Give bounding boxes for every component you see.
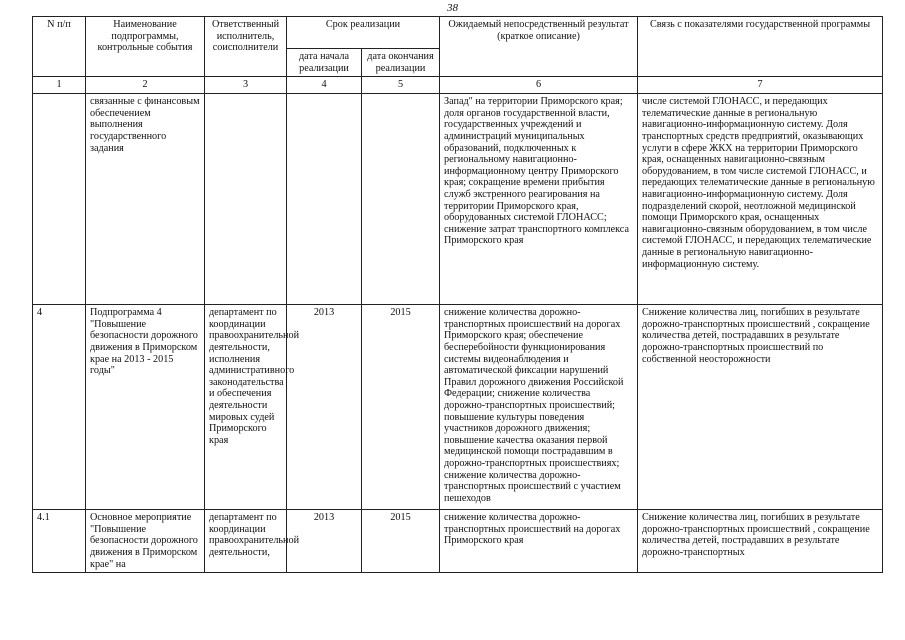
- header-name: Наименование подпрограммы, контрольные события: [86, 17, 205, 77]
- row-num: 4: [33, 305, 86, 510]
- column-number-row: [33, 77, 883, 94]
- header-period: Срок реализации: [287, 17, 440, 49]
- row-link: числе системой ГЛОНАСС, и передающих телематические данные в региональную навигационно-информационную систему. Доля транспортных средств предприятий, оказывающих услуги в сфере ЖКХ на территории Приморского края, оснащенных навигационно-связным оборудованием, в том числе системой ГЛОНАСС, и передающих телематические данные в региональную навигационно-информационную систему. Доля подразделений скорой, неотложной медицинской помощи Приморского края, оснащенных навигационно-связным оборудованием, в том числе системой ГЛОНАСС, и передающих телематические данные в региональную навигационно-информационную систему.: [638, 94, 883, 305]
- header-row: [33, 17, 883, 49]
- row-executor: [205, 94, 287, 305]
- row-result: Запад" на территории Приморского края; доля органов государственной власти, государственных учреждений и администраций муниципальных образований, подключенных к региональному навигационно-информационному центру Приморского края; сокращение времени прибытия служб экстренного реагирования на территории Приморского края, оборудованных системой ГЛОНАСС; снижение затрат транспортного комплекса Приморского края: [440, 94, 638, 305]
- row-start: [287, 94, 362, 305]
- row-name: Основное мероприятие "Повышение безопасности дорожного движения в Приморском крае" на: [86, 510, 205, 573]
- column-number: 1: [33, 77, 86, 94]
- table-row: [33, 94, 883, 305]
- header-executor: Ответственный исполнитель, соисполнители: [205, 17, 287, 77]
- row-start: 2013: [287, 510, 362, 573]
- column-number: 6: [440, 77, 638, 94]
- header-num: N п/п: [33, 17, 86, 77]
- row-end: [362, 94, 440, 305]
- row-executor: департамент по координации правоохранительной деятельности,: [205, 510, 287, 573]
- column-number: 7: [638, 77, 883, 94]
- row-num: [33, 94, 86, 305]
- header-end: дата окончания реализации: [362, 49, 440, 77]
- table-row: [33, 305, 883, 510]
- column-number: 2: [86, 77, 205, 94]
- column-number: 5: [362, 77, 440, 94]
- row-end: 2015: [362, 510, 440, 573]
- column-number: 3: [205, 77, 287, 94]
- row-num: 4.1: [33, 510, 86, 573]
- page-number: 38: [447, 2, 458, 14]
- row-result: снижение количества дорожно-транспортных происшествий на дорогах Приморского края: [440, 510, 638, 573]
- header-start: дата начала реализации: [287, 49, 362, 77]
- table-row: [33, 510, 883, 573]
- row-name: Подпрограмма 4 "Повышение безопасности дорожного движения в Приморском крае на 2013 - 2015 годы": [86, 305, 205, 510]
- row-result: снижение количества дорожно-транспортных происшествий на дорогах Приморского края; обеспечение бесперебойности функционирования системы видеонаблюдения и автоматической фиксации нарушений Правил дорожного движения Российской Федерации; снижение количества дорожно-транспортных происшествий; повышение культуры поведения участников дорожного движения; повышение качества оказания первой медицинской помощи пострадавшим в дорожно-транспортных происшествиях; снижение количества дорожно-транспортных происшествий с участием пешеходов: [440, 305, 638, 510]
- row-start: 2013: [287, 305, 362, 510]
- header-link: Связь с показателями государственной программы: [638, 17, 883, 77]
- header-result: Ожидаемый непосредственный результат (краткое описание): [440, 17, 638, 77]
- row-executor: департамент по координации правоохранительной деятельности, исполнения административного законодательства и обеспечения деятельности мировых судей Приморского края: [205, 305, 287, 510]
- column-number: 4: [287, 77, 362, 94]
- row-link: Снижение количества лиц, погибших в результате дорожно-транспортных происшествий , сокращение количества детей, пострадавших в результате дорожно-транспортных происшествий по собственной неосторожности: [638, 305, 883, 510]
- row-name: связанные с финансовым обеспечением выполнения государственного задания: [86, 94, 205, 305]
- program-table: [32, 16, 883, 573]
- row-end: 2015: [362, 305, 440, 510]
- row-link: Снижение количества лиц, погибших в результате дорожно-транспортных происшествий , сокращение количества детей, пострадавших в результате дорожно-транспортных: [638, 510, 883, 573]
